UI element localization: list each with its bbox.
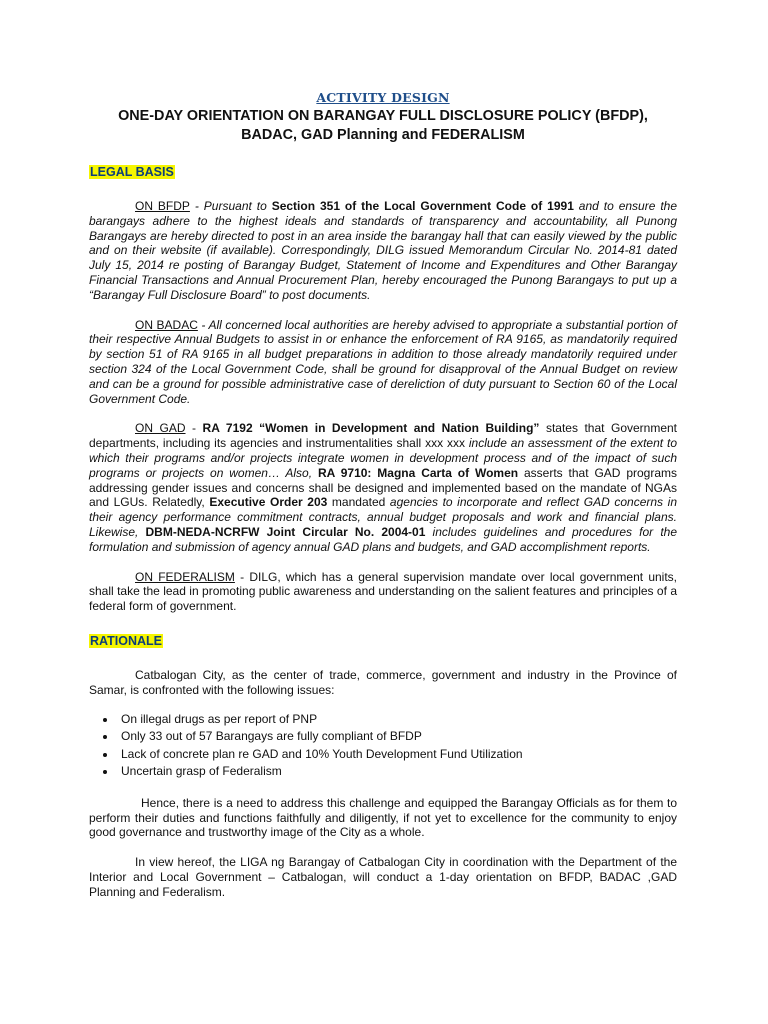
bfdp-text-1: - Pursuant to [189, 199, 272, 213]
gad-label: ON GAD [135, 421, 186, 436]
gad-text-2: states that Government departments, including its agencies and instrumentalities shall xxx xxx [89, 421, 678, 451]
rationale-intro: Catbalogan City, as the center of trade, commerce, government and industry in the Province of Samar, is confronted with the following issues: [89, 667, 677, 697]
legal-basis-heading-wrap [89, 165, 677, 179]
gad-text-1: - [185, 421, 203, 436]
rationale-heading: RATIONALE [90, 633, 162, 648]
bfdp-label: ON BFDP [135, 199, 190, 213]
gad-text-4: mandated [327, 495, 390, 510]
federalism-text: - DILG, which has a general supervision mandate over local government units, shall take the lead in promoting public awareness and understanding on the salient features and principles of a federal form of government. [89, 569, 677, 614]
badac-label: ON BADAC [135, 317, 198, 332]
gad-bold-2: RA 9710: Magna Carta of Women [317, 465, 519, 480]
issue-item: • Uncertain grasp of Federalism [117, 763, 677, 781]
bfdp-paragraph [89, 199, 677, 303]
issue-item: • Only 33 out of 57 Barangays are fully compliant of BFDP [117, 728, 677, 746]
document-header [89, 90, 677, 145]
document-title-line2: BADAC, GAD Planning and FEDERALISM [241, 127, 525, 143]
issues-list [89, 711, 677, 781]
activity-design-label: ACTIVITY DESIGN [316, 90, 450, 105]
badac-text: - All concerned local authorities are hereby advised to appropriate a substantial portion of their respective Annual Budgets to assist in or enhance the enforcement of RA 9165, as mandatorily required by section 51 of RA 9165 in all budget preparations in addition to those already mandatorily required under section 324 of the Local Government Code, shall be ground for disapproval of the Annual Budget on review and can be a ground for possible administrative case of dereliction of duty pursuant to Section 60 of the Local Government Code. [89, 317, 677, 406]
gad-bold-4: DBM-NEDA-NCRFW Joint Circular No. 2004-01 [145, 524, 426, 539]
document-title-line1: ONE-DAY ORIENTATION ON BARANGAY FULL DISCLOSURE POLICY (BFDP), [118, 108, 648, 124]
legal-basis-heading: LEGAL BASIS [90, 165, 174, 179]
gad-paragraph [89, 421, 677, 554]
issue-item: • Lack of concrete plan re GAD and 10% Youth Development Fund Utilization [117, 746, 677, 764]
rationale-paragraph-2: Hence, there is a need to address this challenge and equipped the Barangay Officials as for them to perform their duties and functions faithfully and diligently, if not yet to excellence for the community to enjoy good governance and trustworthy image of the City as a whole. [89, 795, 677, 840]
gad-italic-3: includes guidelines and procedures for the formulation and submission of agency annual GAD plans and budgets, and GAD accomplishment reports. [89, 524, 677, 554]
gad-italic-1: include an assessment of the extent to which their programs and/or projects integrate women in development process and of the impact of such programs or projects on women… Also, [89, 436, 677, 480]
federalism-label: ON FEDERALISM [135, 569, 235, 584]
gad-bold-1: RA 7192 “Women in Development and Nation Building” [202, 421, 540, 436]
bfdp-text-2: and to ensure the barangays adhere to the highest ideals and standards of transparency and accountability, all Punong Barangays are hereby directed to post in an area inside the barangay hall that can easily viewed by the public and on their website (if available). Correspondingly, DILG issued Memorandum Circular No. 2014-81 dated July 15, 2014 re posting of Barangay Budget, Statement of Income and Expenditures and Other Barangay Financial Transactions and Annual Procurement Plan, hereby encouraged the Punong Barangays to put up a “Barangay Full Disclosure Board” to post documents. [89, 199, 677, 302]
rationale-paragraph-3: In view hereof, the LIGA ng Barangay of Catbalogan City in coordination with the Department of the Interior and Local Government – Catbalogan, will conduct a 1-day orientation on BFDP, BADAC ,GAD Planning and Federalism. [89, 855, 677, 899]
gad-italic-2: agencies to incorporate and reflect GAD concerns in their agency performance commitment contracts, annual budget proposals and work and financial plans. Likewise, [89, 495, 678, 539]
bfdp-bold-1: Section 351 of the Local Government Code of 1991 [271, 199, 574, 213]
badac-paragraph [89, 318, 677, 407]
federalism-paragraph [89, 570, 677, 614]
gad-text-3: asserts that GAD programs addressing gender issues and concerns shall be designed and implemented based on the mandate of NGAs and LGUs. Relatedly, [89, 465, 678, 510]
gad-bold-3: Executive Order 203 [209, 495, 328, 510]
document-content [89, 90, 677, 900]
issue-item: • On illegal drugs as per report of PNP [117, 711, 677, 729]
rationale-heading-wrap [89, 634, 677, 648]
